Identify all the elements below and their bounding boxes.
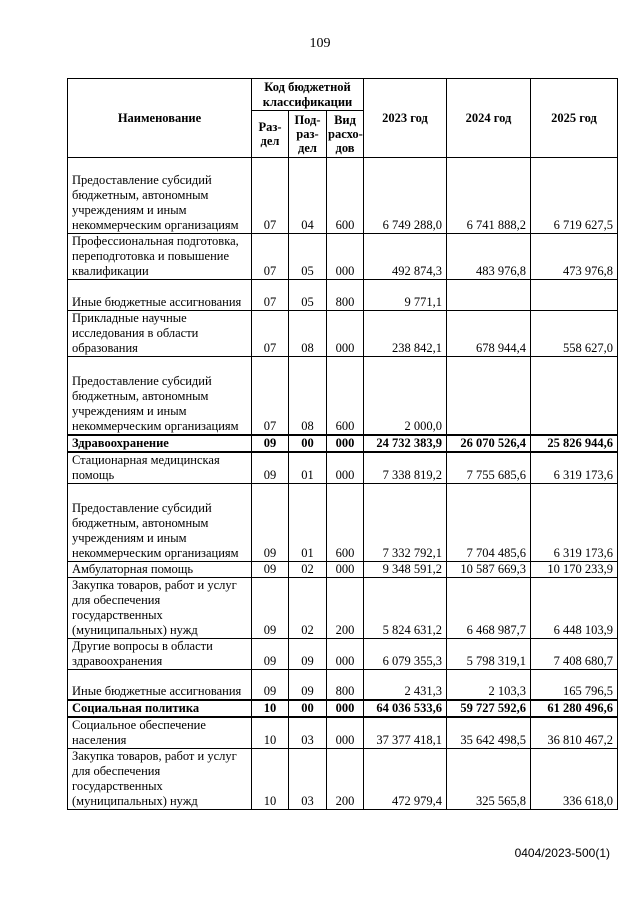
row-razdel: 09 xyxy=(252,483,289,561)
row-value-2025 xyxy=(531,357,618,435)
row-value-2025: 36 810 467,2 xyxy=(531,717,618,749)
row-value-2024: 59 727 592,6 xyxy=(447,700,531,717)
row-name: Амбулаторная помощь xyxy=(68,561,252,577)
row-razdel: 09 xyxy=(252,435,289,452)
row-vid: 200 xyxy=(327,577,364,638)
table-row xyxy=(68,669,618,700)
row-value-2023: 24 732 383,9 xyxy=(364,435,447,452)
row-name: Предоставление субсидий бюджетным, автономным учреждениям и иным некоммерческим организациям xyxy=(68,357,252,435)
row-value-2023: 492 874,3 xyxy=(364,234,447,280)
row-razdel: 09 xyxy=(252,452,289,484)
row-podrazdel: 00 xyxy=(289,435,327,452)
row-value-2024 xyxy=(447,357,531,435)
row-value-2023: 2 000,0 xyxy=(364,357,447,435)
row-value-2025: 6 319 173,6 xyxy=(531,452,618,484)
row-value-2025: 61 280 496,6 xyxy=(531,700,618,717)
row-name: Другие вопросы в области здравоохранения xyxy=(68,638,252,669)
row-podrazdel: 00 xyxy=(289,700,327,717)
row-razdel: 07 xyxy=(252,357,289,435)
table-row xyxy=(68,638,618,669)
row-name: Стационарная медицинская помощь xyxy=(68,452,252,484)
row-value-2023: 7 338 819,2 xyxy=(364,452,447,484)
row-value-2023: 9 348 591,2 xyxy=(364,561,447,577)
row-vid: 000 xyxy=(327,700,364,717)
row-razdel: 10 xyxy=(252,700,289,717)
table-row xyxy=(68,483,618,561)
row-podrazdel: 08 xyxy=(289,311,327,357)
row-vid: 000 xyxy=(327,234,364,280)
row-podrazdel: 05 xyxy=(289,280,327,311)
row-value-2025: 25 826 944,6 xyxy=(531,435,618,452)
row-vid: 600 xyxy=(327,483,364,561)
row-value-2023: 64 036 533,6 xyxy=(364,700,447,717)
table-row xyxy=(68,435,618,452)
row-value-2025 xyxy=(531,280,618,311)
row-value-2025: 473 976,8 xyxy=(531,234,618,280)
column-header-2023: 2023 год xyxy=(364,79,447,158)
column-header-code-group: Код бюджетной классификации xyxy=(252,79,364,111)
table-row xyxy=(68,700,618,717)
row-name: Закупка товаров, работ и услуг для обеспечения государственных (муниципальных) нужд xyxy=(68,577,252,638)
row-value-2024: 5 798 319,1 xyxy=(447,638,531,669)
row-value-2024: 678 944,4 xyxy=(447,311,531,357)
row-value-2024 xyxy=(447,280,531,311)
row-vid: 800 xyxy=(327,280,364,311)
table-row xyxy=(68,280,618,311)
row-name: Прикладные научные исследования в области образования xyxy=(68,311,252,357)
table-row xyxy=(68,749,618,810)
row-value-2025: 6 719 627,5 xyxy=(531,158,618,234)
row-value-2023: 37 377 418,1 xyxy=(364,717,447,749)
table-row xyxy=(68,357,618,435)
row-name: Социальное обеспечение населения xyxy=(68,717,252,749)
column-header-razdel: Раз-дел xyxy=(252,111,289,158)
row-razdel: 07 xyxy=(252,311,289,357)
row-vid: 000 xyxy=(327,717,364,749)
row-name: Предоставление субсидий бюджетным, автономным учреждениям и иным некоммерческим организациям xyxy=(68,483,252,561)
row-value-2023: 472 979,4 xyxy=(364,749,447,810)
row-value-2023: 5 824 631,2 xyxy=(364,577,447,638)
row-name: Закупка товаров, работ и услуг для обеспечения государственных (муниципальных) нужд xyxy=(68,749,252,810)
table-row xyxy=(68,561,618,577)
row-podrazdel: 02 xyxy=(289,577,327,638)
row-podrazdel: 01 xyxy=(289,452,327,484)
row-podrazdel: 08 xyxy=(289,357,327,435)
row-value-2025: 6 448 103,9 xyxy=(531,577,618,638)
column-header-podrazdel: Под-раз-дел xyxy=(289,111,327,158)
row-value-2025: 165 796,5 xyxy=(531,669,618,700)
row-name: Здравоохранение xyxy=(68,435,252,452)
row-podrazdel: 05 xyxy=(289,234,327,280)
row-name: Иные бюджетные ассигнования xyxy=(68,280,252,311)
row-vid: 000 xyxy=(327,452,364,484)
row-vid: 000 xyxy=(327,311,364,357)
row-podrazdel: 04 xyxy=(289,158,327,234)
row-value-2023: 7 332 792,1 xyxy=(364,483,447,561)
row-podrazdel: 02 xyxy=(289,561,327,577)
row-razdel: 09 xyxy=(252,638,289,669)
row-name: Социальная политика xyxy=(68,700,252,717)
row-razdel: 09 xyxy=(252,577,289,638)
row-name: Предоставление субсидий бюджетным, автономным учреждениям и иным некоммерческим организациям xyxy=(68,158,252,234)
row-value-2025: 336 618,0 xyxy=(531,749,618,810)
row-name: Профессиональная подготовка, переподготовка и повышение квалификации xyxy=(68,234,252,280)
row-razdel: 09 xyxy=(252,561,289,577)
table-row xyxy=(68,717,618,749)
row-razdel: 10 xyxy=(252,749,289,810)
row-value-2024: 26 070 526,4 xyxy=(447,435,531,452)
row-value-2023: 238 842,1 xyxy=(364,311,447,357)
row-value-2024: 35 642 498,5 xyxy=(447,717,531,749)
row-name: Иные бюджетные ассигнования xyxy=(68,669,252,700)
row-vid: 000 xyxy=(327,638,364,669)
row-podrazdel: 09 xyxy=(289,638,327,669)
row-value-2024: 7 704 485,6 xyxy=(447,483,531,561)
row-vid: 800 xyxy=(327,669,364,700)
row-value-2025: 6 319 173,6 xyxy=(531,483,618,561)
row-value-2024: 483 976,8 xyxy=(447,234,531,280)
table-row xyxy=(68,452,618,484)
row-podrazdel: 09 xyxy=(289,669,327,700)
row-vid: 000 xyxy=(327,435,364,452)
row-value-2023: 2 431,3 xyxy=(364,669,447,700)
row-value-2024: 2 103,3 xyxy=(447,669,531,700)
row-value-2024: 10 587 669,3 xyxy=(447,561,531,577)
page-number: 109 xyxy=(309,36,331,51)
row-value-2023: 6 079 355,3 xyxy=(364,638,447,669)
document-code: 0404/2023-500(1) xyxy=(514,846,610,860)
row-podrazdel: 01 xyxy=(289,483,327,561)
row-podrazdel: 03 xyxy=(289,749,327,810)
row-value-2024: 325 565,8 xyxy=(447,749,531,810)
table-row xyxy=(68,234,618,280)
row-value-2023: 6 749 288,0 xyxy=(364,158,447,234)
column-header-2025: 2025 год xyxy=(531,79,618,158)
table-row xyxy=(68,577,618,638)
row-vid: 600 xyxy=(327,357,364,435)
table-row xyxy=(68,158,618,234)
row-value-2025: 558 627,0 xyxy=(531,311,618,357)
row-razdel: 07 xyxy=(252,280,289,311)
row-razdel: 10 xyxy=(252,717,289,749)
row-value-2024: 6 741 888,2 xyxy=(447,158,531,234)
row-value-2025: 10 170 233,9 xyxy=(531,561,618,577)
row-value-2024: 6 468 987,7 xyxy=(447,577,531,638)
row-razdel: 09 xyxy=(252,669,289,700)
row-vid: 200 xyxy=(327,749,364,810)
row-razdel: 07 xyxy=(252,234,289,280)
row-value-2024: 7 755 685,6 xyxy=(447,452,531,484)
row-podrazdel: 03 xyxy=(289,717,327,749)
row-vid: 600 xyxy=(327,158,364,234)
budget-table xyxy=(67,78,618,810)
row-vid: 000 xyxy=(327,561,364,577)
table-row xyxy=(68,311,618,357)
column-header-vid: Вид расхо-дов xyxy=(327,111,364,158)
row-razdel: 07 xyxy=(252,158,289,234)
column-header-2024: 2024 год xyxy=(447,79,531,158)
row-value-2025: 7 408 680,7 xyxy=(531,638,618,669)
row-value-2023: 9 771,1 xyxy=(364,280,447,311)
column-header-name: Наименование xyxy=(68,79,252,158)
